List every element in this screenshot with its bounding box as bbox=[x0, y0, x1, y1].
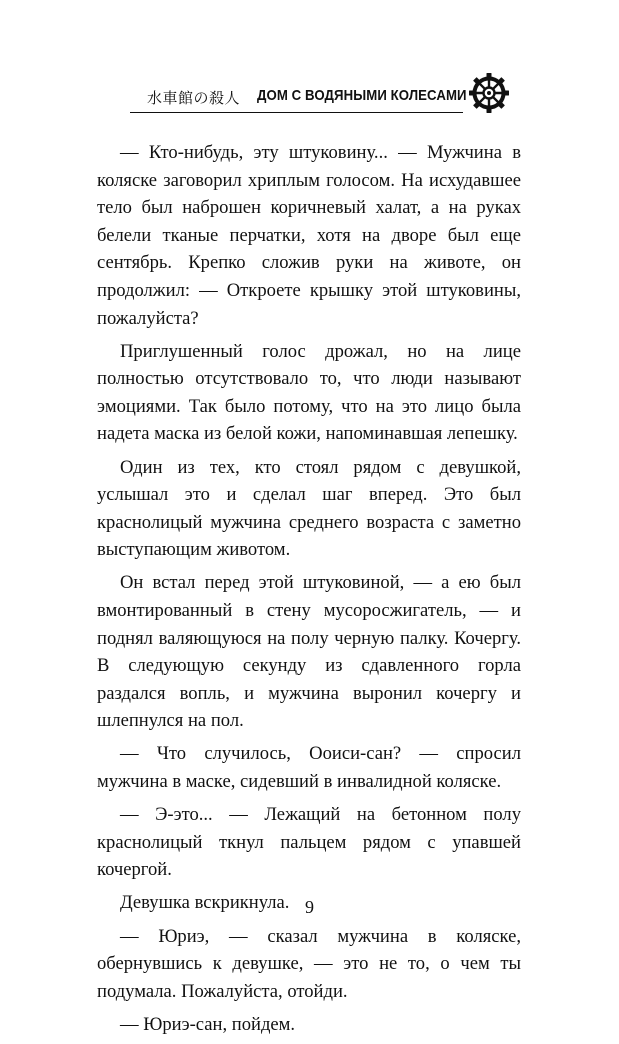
paragraph: Приглушенный голос дрожал, но на лице полностью отсутствовало то, что люди называют эмоциями. Так было потому, что на это лицо была надета маска из белой кожи, напоминавшая лепешку. bbox=[97, 340, 521, 445]
paragraph: Девушка вскрикнула. bbox=[120, 892, 290, 914]
paragraph: — Юриэ, — сказал мужчина в коляске, обернувшись к девушке, — это не то, о чем ты подумала. Пожалуйста, отойди. bbox=[97, 925, 521, 1002]
paragraph: — Э-это... — Лежащий на бетонном полу краснолицый ткнул пальцем рядом с упавшей кочергой. bbox=[97, 804, 521, 881]
header-title-russian: ДОМ С ВОДЯНЫМИ КОЛЕСАМИ bbox=[257, 87, 467, 104]
water-wheel-icon bbox=[468, 72, 510, 114]
paragraph: — Что случилось, Ооиси-сан? — спросил мужчина в маске, сидевший в инвалидной коляске. bbox=[97, 743, 521, 793]
header-title-japanese: 水車館の殺人 bbox=[147, 89, 241, 107]
running-header bbox=[130, 82, 467, 113]
paragraph: — Кто-нибудь, эту штуковину... — Мужчина в коляске заговорил хриплым голосом. На исхудавшее тело был наброшен коричневый халат, а на руках белели тканые перчатки, хотя на дворе был еще сентябрь. Крепко сложив руки на животе, он продолжил: — Откроете крышку этой штуковины, пожалуйста? bbox=[97, 142, 521, 329]
page-number: 9 bbox=[305, 897, 314, 917]
paragraph: Один из тех, кто стоял рядом с девушкой, услышал это и сделал шаг вперед. Это был краснолицый мужчина среднего возраста с заметно выступающим животом. bbox=[97, 456, 521, 561]
paragraph: Он встал перед этой штуковиной, — а ею был вмонтированный в стену мусоросжигатель, — и поднял валяющуюся на полу черную палку. Кочергу. В следующую секунду из сдавленного горла раздался вопль, и мужчина выронил кочергу и шлепнулся на пол. bbox=[97, 572, 521, 732]
paragraph: — Юриэ-сан, пойдем. bbox=[120, 1013, 296, 1035]
